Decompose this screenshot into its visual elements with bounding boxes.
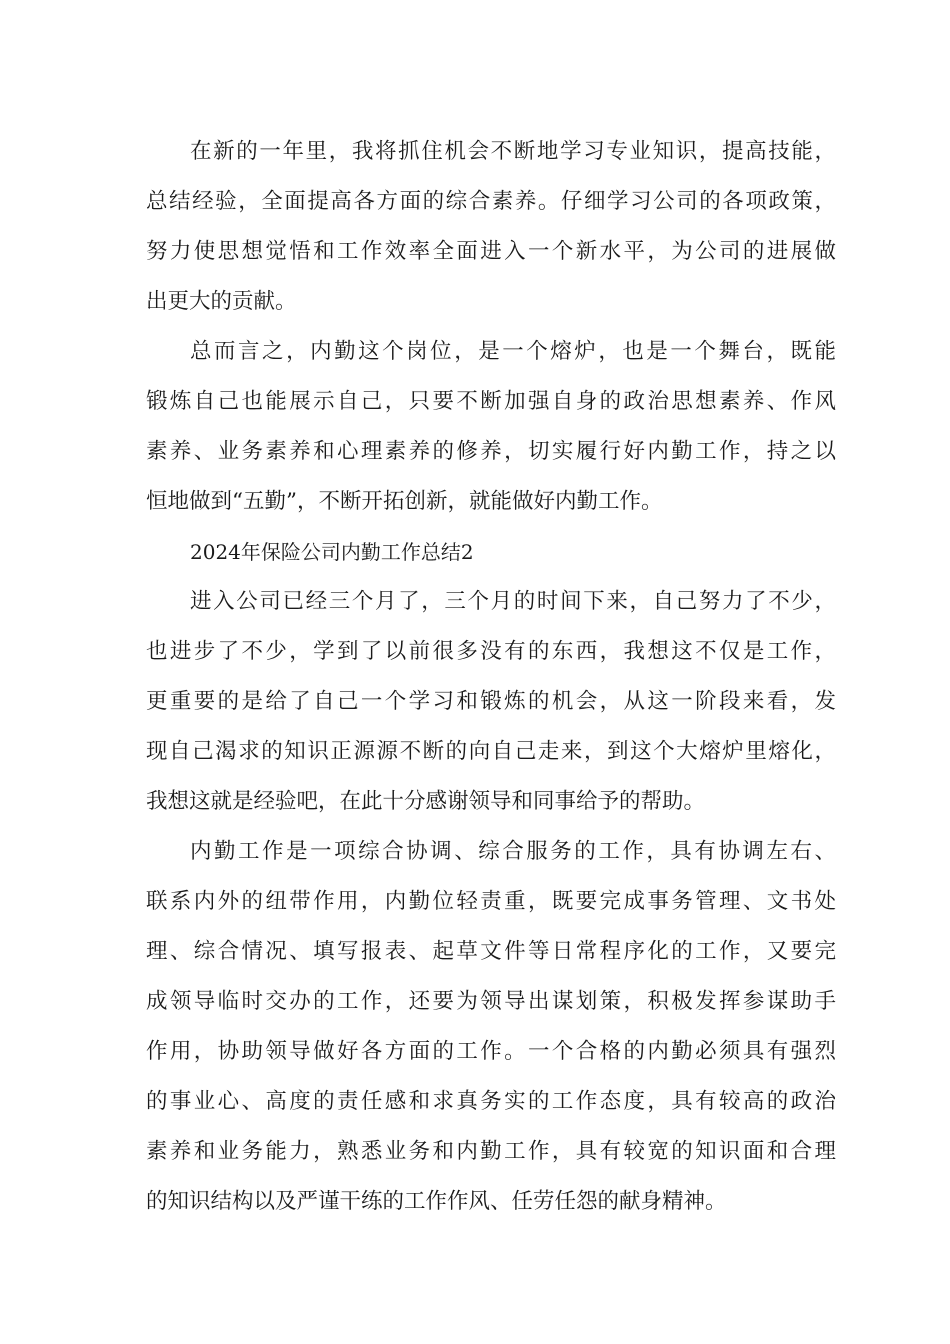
paragraph-3-line-2: 也进步了不少，学到了以前很多没有的东西，我想这不仅是工作， bbox=[146, 639, 836, 664]
paragraph-2-line-1: 总而言之，内勤这个岗位，是一个熔炉，也是一个舞台，既能 bbox=[190, 339, 836, 364]
paragraph-4-line-8: 的知识结构以及严谨干练的工作作风、任劳任怨的献身精神。 bbox=[146, 1189, 727, 1214]
paragraph-1-line-3: 努力使思想觉悟和工作效率全面进入一个新水平，为公司的进展做 bbox=[146, 239, 836, 264]
paragraph-4-line-5: 作用，协助领导做好各方面的工作。一个合格的内勤必须具有强烈 bbox=[146, 1039, 836, 1064]
paragraph-1-line-4: 出更大的贡献。 bbox=[146, 289, 297, 314]
paragraph-2-line-4: 恒地做到“五勤”，不断开拓创新，就能做好内勤工作。 bbox=[146, 489, 663, 514]
section-heading: 2024年保险公司内勤工作总结2 bbox=[190, 540, 474, 564]
paragraph-1-line-1: 在新的一年里，我将抓住机会不断地学习专业知识，提高技能， bbox=[190, 139, 836, 164]
paragraph-4-line-6: 的事业心、高度的责任感和求真务实的工作态度，具有较高的政治 bbox=[146, 1089, 836, 1114]
paragraph-2-line-3: 素养、业务素养和心理素养的修养，切实履行好内勤工作，持之以 bbox=[146, 439, 836, 464]
paragraph-3-line-5: 我想这就是经验吧，在此十分感谢领导和同事给予的帮助。 bbox=[146, 789, 706, 814]
paragraph-2-line-2: 锻炼自己也能展示自己，只要不断加强自身的政治思想素养、作风 bbox=[146, 389, 836, 414]
paragraph-4-line-3: 理、综合情况、填写报表、起草文件等日常程序化的工作，又要完 bbox=[146, 939, 836, 964]
paragraph-3-line-1: 进入公司已经三个月了，三个月的时间下来，自己努力了不少， bbox=[190, 589, 836, 614]
paragraph-3-line-3: 更重要的是给了自己一个学习和锻炼的机会，从这一阶段来看，发 bbox=[146, 689, 836, 714]
paragraph-4-line-4: 成领导临时交办的工作，还要为领导出谋划策，积极发挥参谋助手 bbox=[146, 989, 836, 1014]
paragraph-1-line-2: 总结经验，全面提高各方面的综合素养。仔细学习公司的各项政策， bbox=[146, 189, 836, 214]
paragraph-4-line-2: 联系内外的纽带作用，内勤位轻责重，既要完成事务管理、文书处 bbox=[146, 889, 836, 914]
paragraph-3-line-4: 现自己渴求的知识正源源不断的向自己走来，到这个大熔炉里熔化， bbox=[146, 739, 836, 764]
paragraph-4-line-1: 内勤工作是一项综合协调、综合服务的工作，具有协调左右、 bbox=[190, 839, 836, 864]
paragraph-4-line-7: 素养和业务能力，熟悉业务和内勤工作，具有较宽的知识面和合理 bbox=[146, 1139, 836, 1164]
